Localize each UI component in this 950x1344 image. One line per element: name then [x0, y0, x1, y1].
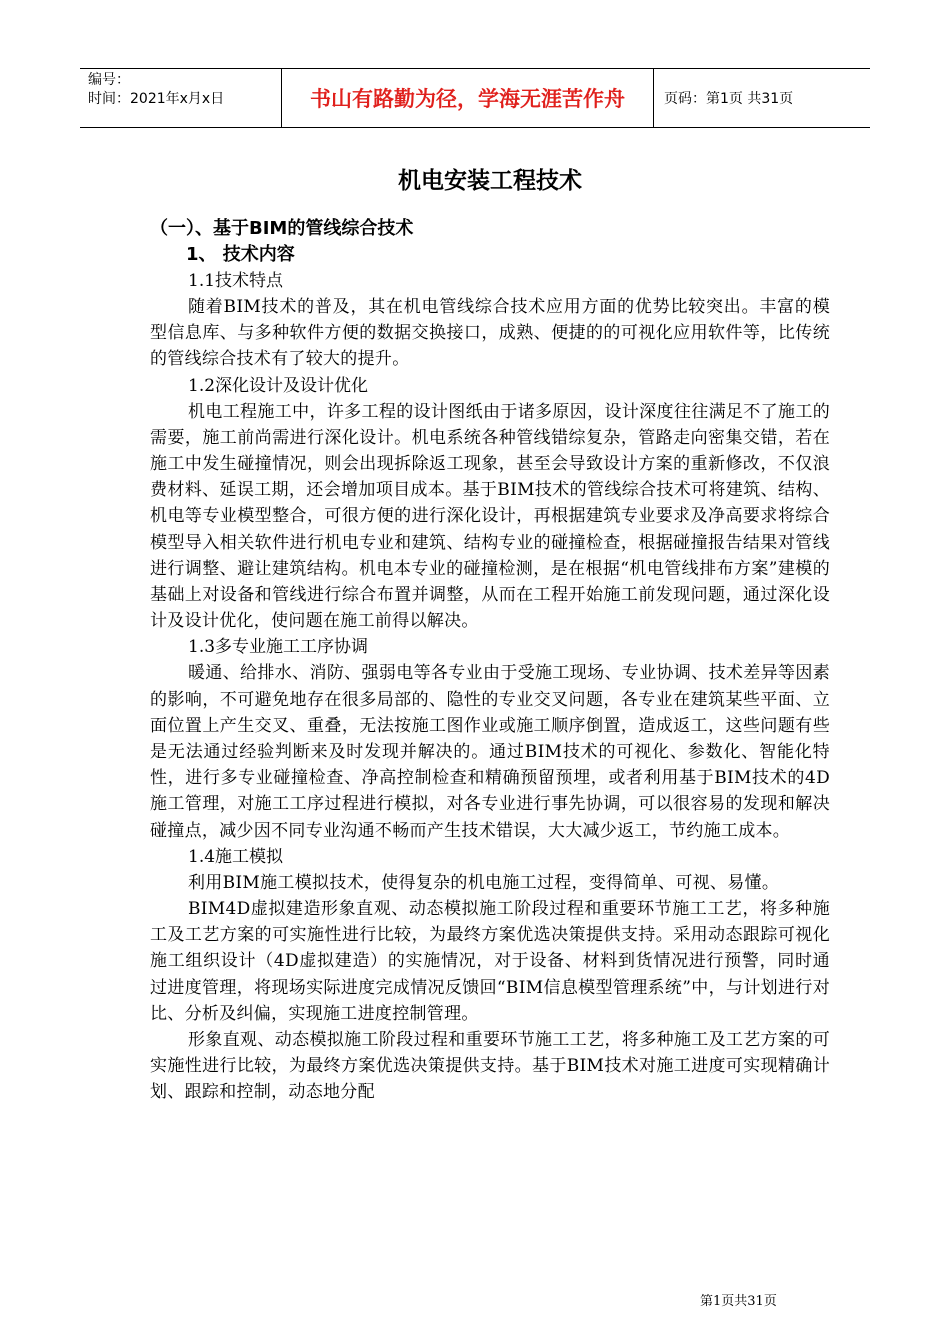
header-motto: 书山有路勤为径，学海无涯苦作舟 — [282, 69, 654, 127]
subheading-1-2: 1.2深化设计及设计优化 — [188, 375, 369, 396]
paragraph-1-4c: 形象直观、动态模拟施工阶段过程和重要环节施工工艺，将多种施工及工艺方案的可实施性进行比较，为最终方案优选决策提供支持。基于BIM技术对施工进度可实现精确计划、跟踪和控制，动态地分配 — [150, 1030, 830, 1103]
paragraph-1-4a: 利用BIM施工模拟技术，使得复杂的机电施工过程，变得简单、可视、易懂。 — [188, 872, 780, 893]
section-heading: （一）、基于BIM的管线综合技术 — [150, 218, 414, 239]
subheading-1-1: 1.1技术特点 — [188, 271, 284, 291]
paragraph-1-2: 机电工程施工中，许多工程的设计图纸由于诸多原因，设计深度往往满足不了施工的需要，施工前尚需进行深化设计。机电系统各种管线错综复杂，管路走向密集交错，若在施工中发生碰撞情况，则会出现拆除返工现象，甚至会导致设计方案的重新修改，不仅浪费材料、延误工期，还会增加项目成本。基于BIM技术的管线综合技术可将建筑、结构、机电等专业模型整合，可很方便的进行深化设计，再根据建筑专业要求及净高要求将综合模型导入相关软件进行机电专业和建筑、结构专业的碰撞检查，根据碰撞报告结果对管线进行调整、避让建筑结构。机电本专业的碰撞检测，是在根据“机电管线排布方案”建模的基础上对设备和管线进行综合布置并调整，从而在工程开始施工前发现问题，通过深化设计及设计优化，使问题在施工前得以解决。 — [150, 401, 830, 632]
header-left-cell — [80, 69, 282, 127]
subsection-heading: 1、 技术内容 — [186, 244, 295, 265]
subheading-1-4: 1.4施工模拟 — [188, 846, 284, 867]
document-title: 机电安装工程技术 — [398, 168, 582, 194]
paragraph-1-4b: BIM4D虚拟建造形象直观、动态模拟施工阶段过程和重要环节施工工艺，将多种施工及工艺方案的可实施性进行比较，为最终方案优选决策提供支持。采用动态跟踪可视化施工组织设计（4D虚拟建造）的实施情况，对于设备、材料到货情况进行预警，同时通过进度管理，将现场实际进度完成情况反馈回“BIM信息模型管理系统”中，与计划进行对比、分析及纠偏，实现施工进度控制管理。 — [150, 899, 830, 1024]
document-date-label: 时间：2021年x月x日 — [88, 91, 225, 107]
subheading-1-3: 1.3多专业施工工序协调 — [188, 637, 369, 658]
page-header — [80, 68, 870, 128]
paragraph-1-3: 暖通、给排水、消防、强弱电等各专业由于受施工现场、专业协调、技术差异等因素的影响，不可避免地存在很多局部的、隐性的专业交叉问题，各专业在建筑某些平面、立面位置上产生交叉、重叠，无法按施工图作业或施工顺序倒置，造成返工，这些问题有些是无法通过经验判断来及时发现并解决的。通过BIM技术的可视化、参数化、智能化特性，进行多专业碰撞检查、净高控制检查和精确预留预埋，或者利用基于BIM技术的4D施工管理，对施工工序过程进行模拟，对各专业进行事先协调，可以很容易的发现和解决碰撞点，减少因不同专业沟通不畅而产生技术错误，大大减少返工，节约施工成本。 — [150, 663, 830, 841]
header-page-label: 页码：第1页 共31页 — [664, 91, 794, 107]
document-body — [150, 160, 830, 1106]
paragraph-1-1: 随着BIM技术的普及，其在机电管线综合技术应用方面的优势比较突出。丰富的模型信息库、与多种软件方便的数据交换接口，成熟、便捷的的可视化应用软件等，比传统的管线综合技术有了较大的提升。 — [150, 297, 830, 370]
document-code-label: 编号： — [88, 72, 130, 88]
page-footer: 第1页共31页 — [700, 1294, 777, 1309]
